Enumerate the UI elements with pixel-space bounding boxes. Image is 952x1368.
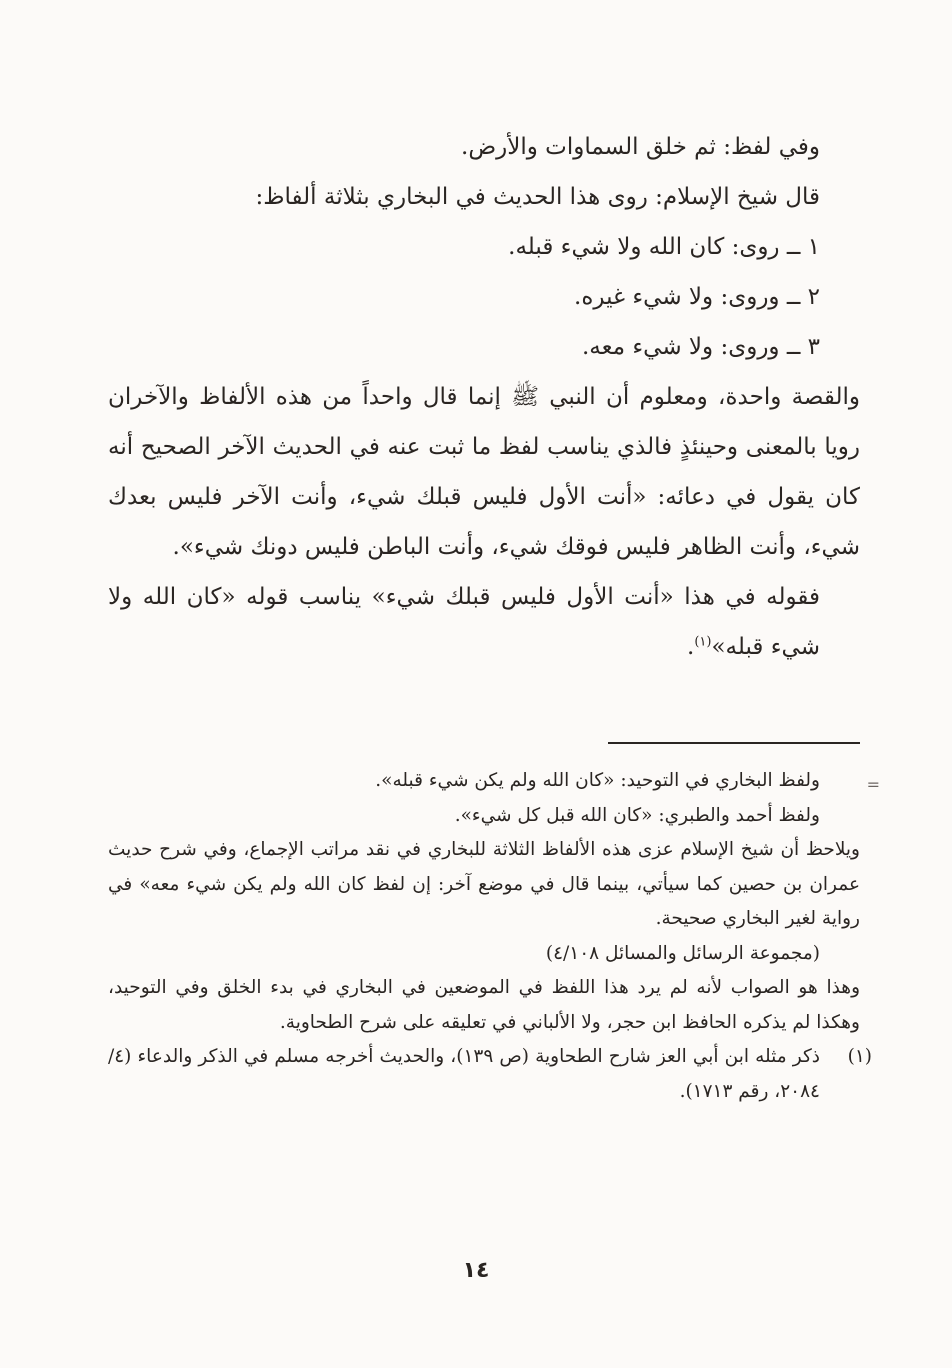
footnote-line-bukhari-text: ولفظ البخاري في التوحيد: «كان الله ولم يكن شيء قبله».: [375, 770, 820, 791]
footnote-line-bukhari: [108, 764, 880, 799]
main-text: [108, 122, 860, 672]
footnote-separator: [608, 742, 860, 744]
continuation-mark-icon: =: [866, 775, 880, 794]
paragraph-conclusion-text: فقوله في هذا «أنت الأول فليس قبلك شيء» يناسب قوله «كان الله ولا شيء قبله»: [108, 584, 820, 660]
footnote-line-reference: (مجموعة الرسائل والمسائل ٤/١٠٨): [545, 942, 820, 964]
page-number: ١٤: [462, 1258, 490, 1283]
paragraph-qissa: والقصة واحدة، ومعلوم أن النبي ﷺ إنما قال واحداً من هذه الألفاظ والآخران رويا بالمعنى وحينئذٍ فالذي يناسب لفظ ما ثبت عنه في الحديث الآخر الصحيح أنه كان يقول في دعائه: «أنت الأول فليس قبلك شيء، وأنت الآخر فليس بعدك شيء، وأنت الظاهر فليس فوقك شيء، وأنت الباطن فليس دونك شيء».: [108, 384, 860, 560]
footnote-line-correct: وهذا هو الصواب لأنه لم يرد هذا اللفظ في الموضعين في البخاري في بدء الخلق وفي التوحيد، وهكذا لم يذكره الحافظ ابن حجر، ولا الألباني في تعليقه على شرح الطحاوية.: [108, 977, 860, 1033]
paragraph-shaykh-quote: قال شيخ الإسلام: روى هذا الحديث في البخاري بثلاثة ألفاظ:: [255, 184, 820, 210]
footnote-line-ahmad: ولفظ أحمد والطبري: «كان الله قبل كل شيء».: [454, 804, 820, 826]
paragraph-lafz: وفي لفظ: ثم خلق السماوات والأرض.: [461, 134, 820, 160]
paragraph-conclusion-end: .: [687, 634, 695, 660]
footnote-line-observation: ويلاحظ أن شيخ الإسلام عزى هذه الألفاظ الثلاثة للبخاري في نقد مراتب الإجماع، وفي شرح حديث عمران بن حصين كما سيأتي، بينما قال في موضع آخر: إن لفظ كان الله ولم يكن شيء معه» في رواية لغير البخاري صحيحة.: [108, 839, 860, 929]
footnote-1-text: ذكر مثله ابن أبي العز شارح الطحاوية (ص ١٣٩)، والحديث أخرجه مسلم في الذكر والدعاء (٤/ ٢٠٨٤، رقم ١٧١٣).: [108, 1046, 821, 1102]
footnotes: [108, 764, 880, 1109]
list-item-1: ١ ــ روى: كان الله ولا شيء قبله.: [508, 234, 820, 260]
paragraph-conclusion: [108, 572, 860, 672]
book-page: [108, 122, 880, 1102]
footnote-1: [108, 1040, 872, 1109]
footnote-1-number: (١): [847, 1046, 872, 1067]
list-item-2: ٢ ــ وروى: ولا شيء غيره.: [574, 284, 820, 310]
footnote-reference-1[interactable]: (١): [694, 634, 712, 650]
list-item-3: ٣ ــ وروى: ولا شيء معه.: [581, 334, 820, 360]
